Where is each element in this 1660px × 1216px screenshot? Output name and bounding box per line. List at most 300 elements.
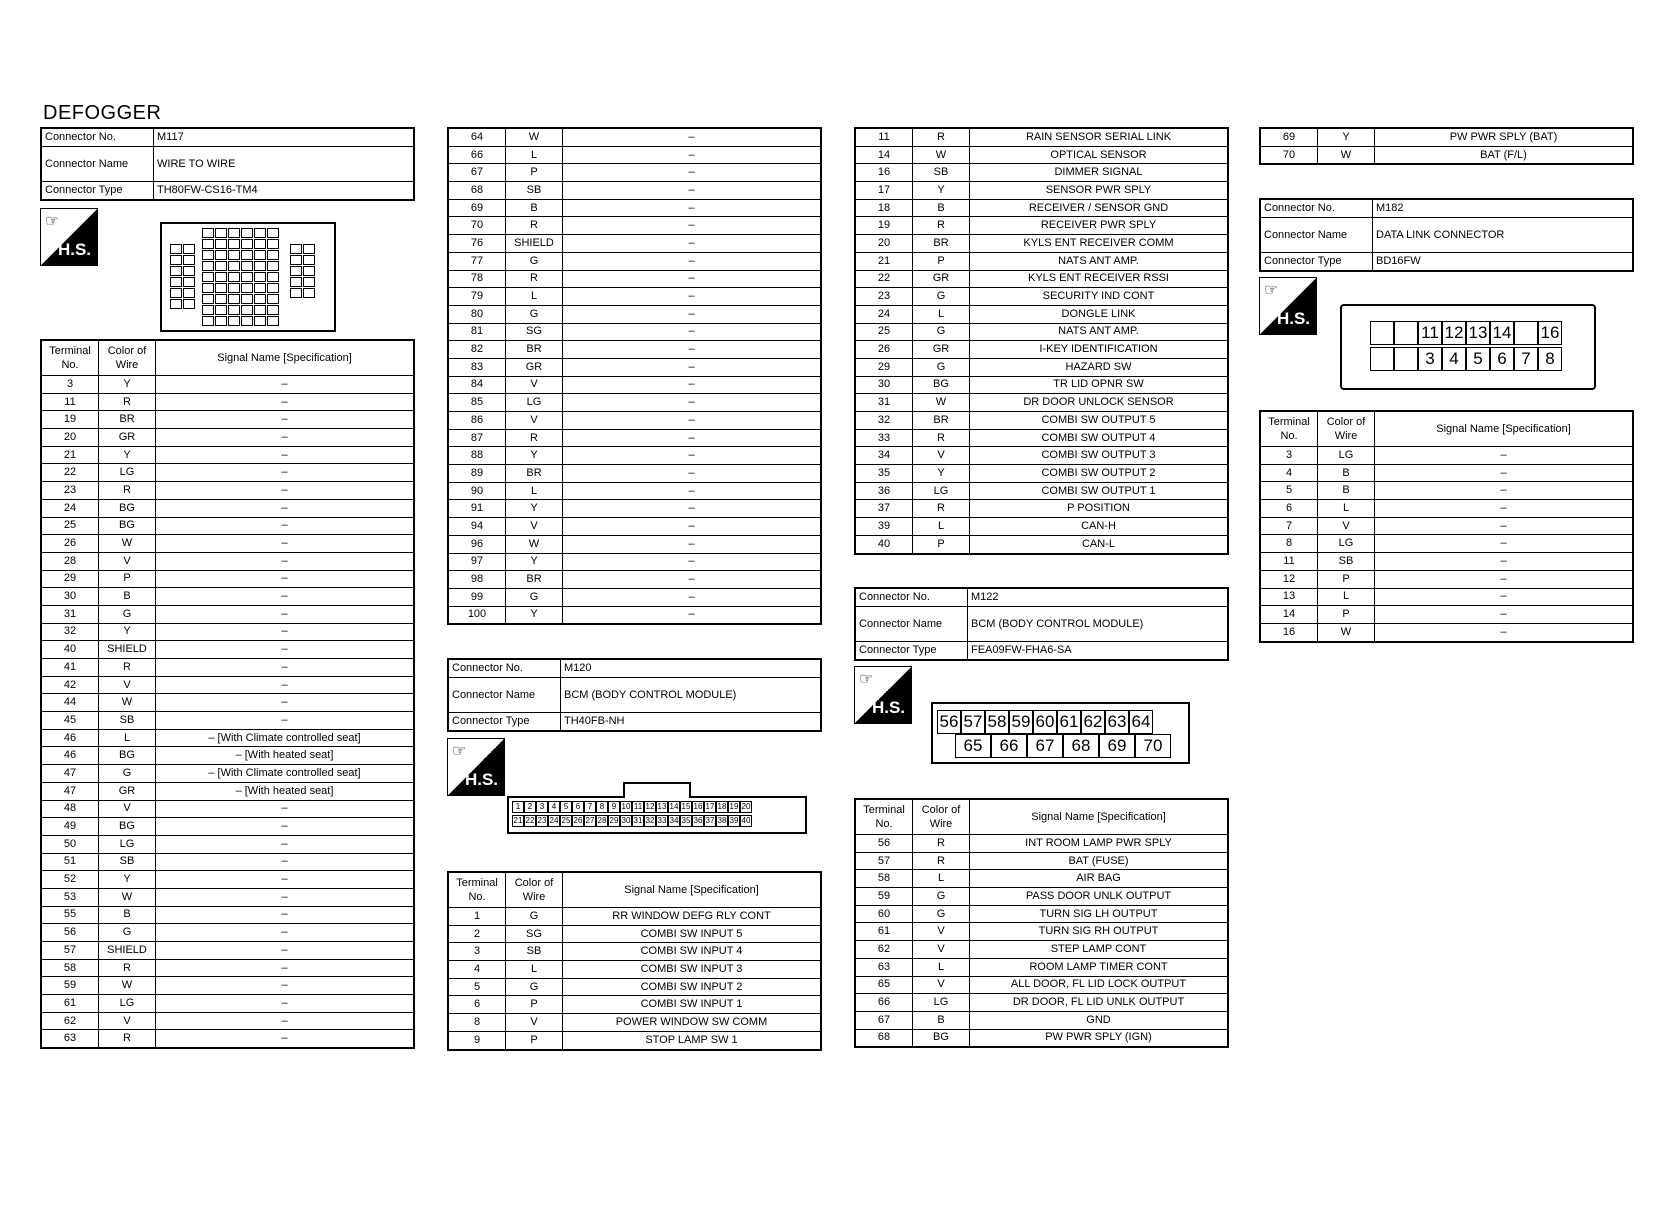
signal-name: – <box>156 376 415 394</box>
terminal-no: 46 <box>41 729 99 747</box>
signal-name: – <box>563 270 822 288</box>
wire-color: W <box>1318 623 1375 641</box>
wire-color: GR <box>99 782 156 800</box>
signal-header: Signal Name [Specification] <box>156 340 415 376</box>
terminal-no: 23 <box>855 288 913 306</box>
terminal-no: 77 <box>448 252 506 270</box>
signal-name: P POSITION <box>970 500 1229 518</box>
connector-pin: 28 <box>597 816 607 825</box>
terminal-row <box>855 852 1228 870</box>
signal-name: TR LID OPNR SW <box>970 376 1229 394</box>
connector-pin: 61 <box>1057 710 1081 734</box>
wire-color: P <box>506 164 563 182</box>
terminal-row <box>448 252 821 270</box>
terminal-no: 87 <box>448 429 506 447</box>
terminal-no: 32 <box>41 623 99 641</box>
terminal-no: 62 <box>855 941 913 959</box>
signal-name: DONGLE LINK <box>970 305 1229 323</box>
m117-pin-grid-center <box>202 228 279 326</box>
terminal-no: 8 <box>1260 535 1318 553</box>
wire-color: G <box>506 908 563 926</box>
signal-name: – <box>563 500 822 518</box>
wire-color: G <box>99 605 156 623</box>
m122-terminal-table <box>854 798 1229 1048</box>
connector-no-label: Connector No. <box>855 588 968 607</box>
connector-pin: 64 <box>1129 710 1153 734</box>
terminal-row <box>41 429 414 447</box>
wire-color: L <box>913 305 970 323</box>
terminal-no: 5 <box>1260 482 1318 500</box>
wire-color: W <box>913 146 970 164</box>
signal-name: TURN SIG LH OUTPUT <box>970 905 1229 923</box>
terminal-row <box>1260 623 1633 641</box>
signal-name: – <box>156 641 415 659</box>
connector-pin: 33 <box>657 816 667 825</box>
terminal-no: 76 <box>448 235 506 253</box>
signal-name: – <box>156 552 415 570</box>
terminal-no: 5 <box>448 978 506 996</box>
terminal-row <box>855 252 1228 270</box>
signal-name: CAN-L <box>970 535 1229 553</box>
terminal-row <box>41 623 414 641</box>
wire-color: G <box>506 588 563 606</box>
terminal-no: 31 <box>41 605 99 623</box>
terminal-no: 39 <box>855 518 913 536</box>
wire-color: LG <box>99 835 156 853</box>
terminal-row <box>448 588 821 606</box>
wire-color: G <box>913 323 970 341</box>
connector-pin: 12 <box>1442 321 1466 345</box>
terminal-row <box>41 411 414 429</box>
signal-name: RAIN SENSOR SERIAL LINK <box>970 128 1229 146</box>
terminal-no: 24 <box>41 499 99 517</box>
signal-name: – <box>563 482 822 500</box>
wire-color: GR <box>913 341 970 359</box>
signal-name: – <box>563 217 822 235</box>
signal-name: – <box>156 888 415 906</box>
terminal-header: Terminal No. <box>41 340 99 376</box>
terminal-no: 7 <box>1260 517 1318 535</box>
signal-name: – <box>156 411 415 429</box>
terminal-header: Terminal No. <box>448 872 506 908</box>
terminal-row <box>1260 464 1633 482</box>
signal-name: RECEIVER PWR SPLY <box>970 217 1229 235</box>
m117-connector-face <box>160 222 336 332</box>
terminal-no: 89 <box>448 465 506 483</box>
wire-color: SB <box>913 164 970 182</box>
signal-name: – <box>1375 535 1634 553</box>
terminal-no: 47 <box>41 782 99 800</box>
terminal-row <box>41 942 414 960</box>
terminal-row <box>41 376 414 394</box>
connector-type-label: Connector Type <box>855 642 968 661</box>
wire-color: L <box>506 482 563 500</box>
terminal-row <box>855 994 1228 1012</box>
signal-name: – <box>1375 517 1634 535</box>
terminal-no: 26 <box>855 341 913 359</box>
signal-name: DR DOOR UNLOCK SENSOR <box>970 394 1229 412</box>
terminal-no: 1 <box>448 908 506 926</box>
wire-color: SG <box>506 925 563 943</box>
hs-label: H.S. <box>871 698 905 717</box>
signal-name: – [With heated seat] <box>156 782 415 800</box>
wire-color: B <box>913 199 970 217</box>
wire-color: B <box>506 199 563 217</box>
terminal-no: 36 <box>855 482 913 500</box>
terminal-row <box>448 961 821 979</box>
connector-pin: 68 <box>1063 734 1099 758</box>
signal-name: – <box>156 623 415 641</box>
wire-color: R <box>913 128 970 146</box>
signal-name: – <box>156 570 415 588</box>
terminal-no: 2 <box>448 925 506 943</box>
signal-name: INT ROOM LAMP PWR SPLY <box>970 835 1229 853</box>
terminal-no: 22 <box>41 464 99 482</box>
terminal-no: 98 <box>448 571 506 589</box>
signal-name: – <box>563 199 822 217</box>
terminal-row <box>448 571 821 589</box>
wire-color: GR <box>506 358 563 376</box>
terminal-no: 69 <box>1260 128 1318 146</box>
terminal-no: 16 <box>1260 623 1318 641</box>
wire-color: SHIELD <box>99 942 156 960</box>
connector-pin: 3 <box>1418 347 1442 371</box>
terminal-row <box>41 694 414 712</box>
wire-color: BR <box>913 412 970 430</box>
terminal-no: 48 <box>41 800 99 818</box>
wire-color: W <box>99 888 156 906</box>
signal-name: – [With heated seat] <box>156 747 415 765</box>
wire-color: SB <box>99 712 156 730</box>
signal-name: SENSOR PWR SPLY <box>970 182 1229 200</box>
terminal-no: 6 <box>448 996 506 1014</box>
connector-no-value: M182 <box>1373 199 1634 218</box>
connector-hand-icon: ☞ <box>1264 282 1279 299</box>
terminal-header: Terminal No. <box>855 799 913 835</box>
terminal-row <box>855 182 1228 200</box>
terminal-row <box>1260 517 1633 535</box>
signal-name: – [With Climate controlled seat] <box>156 729 415 747</box>
wire-color: W <box>506 128 563 146</box>
signal-name: DR DOOR, FL LID UNLK OUTPUT <box>970 994 1229 1012</box>
terminal-no: 62 <box>41 1012 99 1030</box>
terminal-no: 81 <box>448 323 506 341</box>
terminal-no: 78 <box>448 270 506 288</box>
terminal-no: 100 <box>448 606 506 624</box>
terminal-row <box>448 412 821 430</box>
connector-pin: 32 <box>645 816 655 825</box>
signal-name: PW PWR SPLY (BAT) <box>1375 128 1634 146</box>
wire-color: P <box>99 570 156 588</box>
terminal-no: 70 <box>448 217 506 235</box>
m122-terminal-table-cont <box>1259 127 1634 165</box>
connector-type-label: Connector Type <box>448 713 561 732</box>
signal-name: – <box>563 252 822 270</box>
terminal-row <box>41 517 414 535</box>
connector-pin: 40 <box>741 816 751 825</box>
signal-name: STOP LAMP SW 1 <box>563 1031 822 1049</box>
terminal-no: 83 <box>448 358 506 376</box>
terminal-row <box>448 500 821 518</box>
signal-name: – <box>563 465 822 483</box>
wire-color: B <box>913 1011 970 1029</box>
wire-color: Y <box>1318 128 1375 146</box>
color-header: Color of Wire <box>506 872 563 908</box>
wire-color: G <box>506 305 563 323</box>
terminal-row <box>1260 482 1633 500</box>
connector-pin: 67 <box>1027 734 1063 758</box>
terminal-row <box>41 464 414 482</box>
terminal-row <box>855 305 1228 323</box>
wire-color: V <box>99 676 156 694</box>
connector-no-value: M117 <box>154 128 415 147</box>
terminal-no: 14 <box>1260 606 1318 624</box>
wire-color: BR <box>506 465 563 483</box>
m122-connector-face <box>931 702 1190 764</box>
signal-name: ROOM LAMP TIMER CONT <box>970 958 1229 976</box>
wire-color: P <box>1318 570 1375 588</box>
terminal-row <box>41 482 414 500</box>
terminal-no: 57 <box>41 942 99 960</box>
wire-color: LG <box>99 995 156 1013</box>
terminal-no: 47 <box>41 765 99 783</box>
connector-pin: 5 <box>560 801 572 813</box>
connector-type-value: TH80FW-CS16-TM4 <box>154 182 415 201</box>
terminal-no: 84 <box>448 376 506 394</box>
wire-color: R <box>99 482 156 500</box>
signal-name: – <box>156 818 415 836</box>
terminal-row <box>448 128 821 146</box>
signal-name: COMBI SW INPUT 3 <box>563 961 822 979</box>
terminal-row <box>448 943 821 961</box>
wire-color: BG <box>99 499 156 517</box>
terminal-row <box>448 908 821 926</box>
terminal-row <box>855 341 1228 359</box>
signal-name: – <box>156 605 415 623</box>
connector-pin: 26 <box>573 816 583 825</box>
terminal-no: 68 <box>448 182 506 200</box>
terminal-no: 56 <box>41 924 99 942</box>
signal-name: – <box>156 942 415 960</box>
m117-pin-grid-right <box>290 244 315 298</box>
terminal-row <box>41 995 414 1013</box>
terminal-row <box>448 465 821 483</box>
signal-name: – <box>563 164 822 182</box>
terminal-row <box>855 199 1228 217</box>
connector-pin: 22 <box>525 816 535 825</box>
terminal-no: 4 <box>448 961 506 979</box>
signal-name: – <box>563 305 822 323</box>
terminal-row <box>855 835 1228 853</box>
terminal-row <box>448 288 821 306</box>
connector-pin: 13 <box>657 802 667 811</box>
terminal-row <box>448 146 821 164</box>
terminal-row <box>1260 500 1633 518</box>
terminal-row <box>41 1030 414 1048</box>
hs-badge-m122 <box>854 666 912 724</box>
wire-color: R <box>913 835 970 853</box>
connector-pin: 25 <box>561 816 571 825</box>
wire-color: L <box>1318 588 1375 606</box>
signal-name: KYLS ENT RECEIVER COMM <box>970 235 1229 253</box>
wire-color: Y <box>913 465 970 483</box>
terminal-no: 13 <box>1260 588 1318 606</box>
signal-name: – <box>156 924 415 942</box>
wire-color: Y <box>506 553 563 571</box>
wire-color: G <box>99 924 156 942</box>
wire-color: R <box>913 500 970 518</box>
signal-name: – <box>563 447 822 465</box>
hs-label: H.S. <box>464 770 498 789</box>
signal-name: – <box>563 588 822 606</box>
signal-name: – <box>156 535 415 553</box>
terminal-row <box>41 835 414 853</box>
connector-pin: 6 <box>1490 347 1514 371</box>
terminal-no: 8 <box>448 1014 506 1032</box>
connector-pin: 70 <box>1135 734 1171 758</box>
signal-name: – <box>156 906 415 924</box>
signal-name: – <box>563 429 822 447</box>
terminal-row <box>1260 570 1633 588</box>
terminal-no: 70 <box>1260 146 1318 164</box>
signal-name: – <box>1375 623 1634 641</box>
signal-name: – <box>156 588 415 606</box>
wire-color: BG <box>913 376 970 394</box>
terminal-no: 42 <box>41 676 99 694</box>
terminal-row <box>448 235 821 253</box>
terminal-no: 26 <box>41 535 99 553</box>
connector-pin: 20 <box>741 802 751 811</box>
terminal-no: 55 <box>41 906 99 924</box>
terminal-no: 67 <box>855 1011 913 1029</box>
connector-hand-icon: ☞ <box>452 743 467 760</box>
m120-info <box>447 658 822 732</box>
terminal-row <box>448 1031 821 1049</box>
signal-name: – <box>156 977 415 995</box>
signal-name: – <box>563 341 822 359</box>
terminal-row <box>41 765 414 783</box>
connector-type-value: FEA09FW-FHA6-SA <box>968 642 1229 661</box>
signal-name: – <box>156 429 415 447</box>
color-header: Color of Wire <box>1318 411 1375 447</box>
signal-name: PASS DOOR UNLK OUTPUT <box>970 888 1229 906</box>
terminal-row <box>448 217 821 235</box>
terminal-no: 41 <box>41 659 99 677</box>
connector-pin: 15 <box>681 802 691 811</box>
signal-name: – <box>1375 447 1634 465</box>
terminal-row <box>855 394 1228 412</box>
signal-name: DIMMER SIGNAL <box>970 164 1229 182</box>
terminal-no: 52 <box>41 871 99 889</box>
connector-pin: 6 <box>572 801 584 813</box>
terminal-no: 11 <box>41 393 99 411</box>
terminal-row <box>41 800 414 818</box>
terminal-no: 17 <box>855 182 913 200</box>
wire-color: R <box>913 217 970 235</box>
connector-pin: 8 <box>1538 347 1562 371</box>
signal-name: – <box>563 146 822 164</box>
wire-color: R <box>506 217 563 235</box>
terminal-no: 56 <box>855 835 913 853</box>
terminal-no: 29 <box>855 358 913 376</box>
signal-name: COMBI SW INPUT 5 <box>563 925 822 943</box>
wire-color: BR <box>913 235 970 253</box>
terminal-no: 67 <box>448 164 506 182</box>
terminal-row <box>448 978 821 996</box>
wire-color: R <box>99 959 156 977</box>
wire-color: R <box>506 270 563 288</box>
wire-color: V <box>913 941 970 959</box>
color-header: Color of Wire <box>913 799 970 835</box>
terminal-row <box>448 482 821 500</box>
terminal-no: 14 <box>855 146 913 164</box>
signal-name: RR WINDOW DEFG RLY CONT <box>563 908 822 926</box>
signal-name: – <box>156 712 415 730</box>
terminal-no: 3 <box>448 943 506 961</box>
wire-color: BR <box>506 571 563 589</box>
signal-name: ALL DOOR, FL LID LOCK OUTPUT <box>970 976 1229 994</box>
terminal-no: 68 <box>855 1029 913 1047</box>
wire-color: W <box>99 694 156 712</box>
wire-color: Y <box>99 623 156 641</box>
wire-color: L <box>913 870 970 888</box>
terminal-row <box>1260 447 1633 465</box>
wire-color: SHIELD <box>99 641 156 659</box>
terminal-row <box>448 323 821 341</box>
connector-name-value: DATA LINK CONNECTOR <box>1373 218 1634 253</box>
connector-pin: 13 <box>1466 321 1490 345</box>
wire-color: LG <box>913 482 970 500</box>
signal-name: – <box>156 676 415 694</box>
terminal-row <box>855 888 1228 906</box>
connector-pin <box>1370 347 1394 371</box>
connector-pin: 38 <box>717 816 727 825</box>
connector-pin: 69 <box>1099 734 1135 758</box>
hs-label: H.S. <box>57 240 91 259</box>
signal-name: – <box>156 871 415 889</box>
connector-pin: 29 <box>609 816 619 825</box>
signal-name: – <box>563 412 822 430</box>
connector-pin: 14 <box>669 802 679 811</box>
wire-color: LG <box>1318 535 1375 553</box>
connector-pin: 9 <box>608 801 620 813</box>
terminal-no: 31 <box>855 394 913 412</box>
signal-name: – <box>1375 606 1634 624</box>
wire-color: P <box>1318 606 1375 624</box>
terminal-row <box>41 924 414 942</box>
connector-name-label: Connector Name <box>448 678 561 713</box>
signal-name: – <box>156 393 415 411</box>
connector-hand-icon: ☞ <box>859 671 874 688</box>
terminal-no: 94 <box>448 518 506 536</box>
terminal-no: 99 <box>448 588 506 606</box>
terminal-row <box>855 535 1228 553</box>
signal-name: NATS ANT AMP. <box>970 252 1229 270</box>
signal-name: – <box>563 376 822 394</box>
wire-color: SHIELD <box>506 235 563 253</box>
terminal-no: 35 <box>855 465 913 483</box>
terminal-no: 20 <box>855 235 913 253</box>
connector-pin: 14 <box>1490 321 1514 345</box>
terminal-row <box>855 164 1228 182</box>
connector-pin: 37 <box>705 816 715 825</box>
terminal-row <box>41 888 414 906</box>
connector-pin: 65 <box>955 734 991 758</box>
wire-color: L <box>506 961 563 979</box>
m182-info <box>1259 198 1634 272</box>
terminal-no: 45 <box>41 712 99 730</box>
terminal-row <box>41 818 414 836</box>
